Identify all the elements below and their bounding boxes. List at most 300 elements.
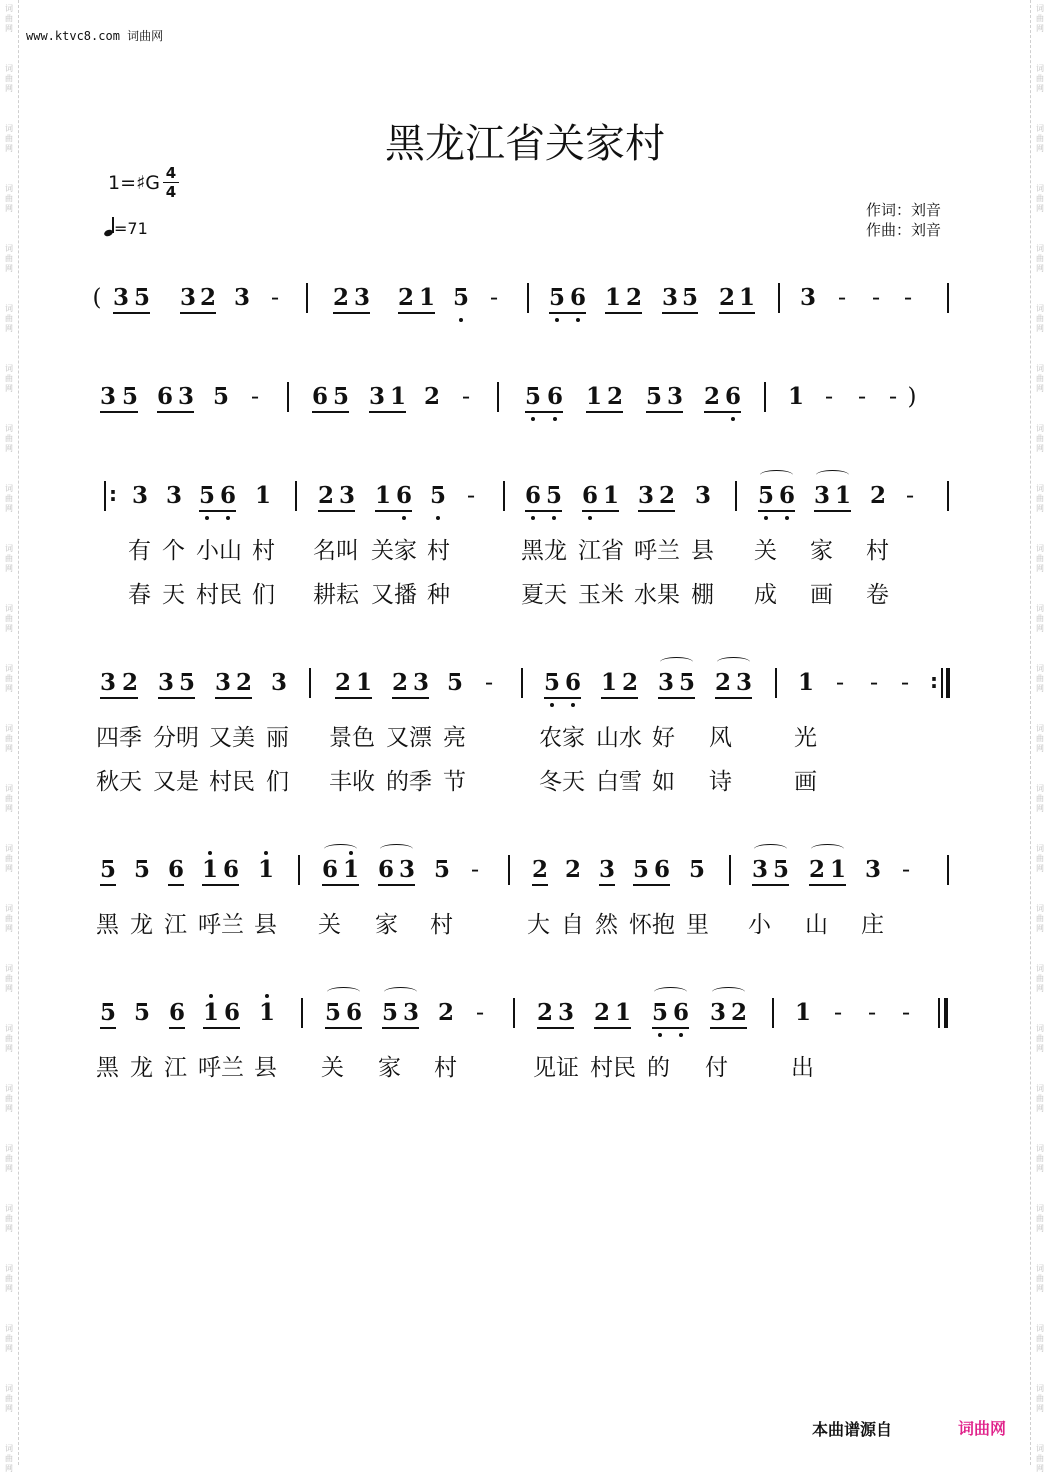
watermark-mark: 词曲网 bbox=[5, 604, 13, 633]
lyric-word: 有 bbox=[128, 538, 151, 564]
lyric-word: 又漂 bbox=[386, 725, 432, 751]
note: 6 bbox=[219, 482, 236, 509]
eighth-underline bbox=[100, 1027, 116, 1029]
slur bbox=[654, 987, 687, 997]
octave-dot-below bbox=[731, 417, 735, 421]
eighth-underline bbox=[392, 697, 429, 699]
note: 5 bbox=[212, 383, 229, 410]
note: 5 bbox=[133, 999, 150, 1026]
note: 5 bbox=[772, 856, 789, 883]
lyric-word: 呼兰 bbox=[198, 1055, 244, 1081]
eighth-underline bbox=[704, 411, 741, 413]
eighth-underline bbox=[719, 312, 755, 314]
barline bbox=[309, 668, 311, 698]
watermark-mark: 词曲网 bbox=[5, 1144, 13, 1173]
notation-line bbox=[0, 663, 1050, 703]
repeat-start: : bbox=[104, 481, 117, 511]
sustain-dash: - bbox=[461, 384, 471, 410]
note: 3 bbox=[368, 383, 385, 410]
sustain-dash: - bbox=[466, 483, 476, 509]
octave-dot-below bbox=[679, 1033, 683, 1037]
lyric-word: 的 bbox=[647, 1055, 670, 1081]
note: 6 bbox=[345, 999, 362, 1026]
sustain-dash: - bbox=[837, 285, 847, 311]
lyric-word: 见证 bbox=[533, 1055, 579, 1081]
lyric-line bbox=[0, 580, 1050, 610]
octave-dot-below bbox=[531, 516, 535, 520]
note: 5 bbox=[548, 284, 565, 311]
sustain-dash: - bbox=[901, 857, 911, 883]
lyric-word: 夏天 bbox=[521, 582, 567, 608]
note: 1 bbox=[389, 383, 406, 410]
note: 1 bbox=[797, 669, 814, 696]
lyric-line bbox=[0, 536, 1050, 566]
lyric-word: 黑 bbox=[96, 912, 119, 938]
watermark-mark: 词曲网 bbox=[5, 784, 13, 813]
note: 2 bbox=[332, 284, 349, 311]
note: 1 bbox=[600, 669, 617, 696]
note: 5 bbox=[99, 999, 116, 1026]
lyric-word: 自 bbox=[561, 912, 584, 938]
slur bbox=[712, 987, 745, 997]
tempo-marking bbox=[104, 216, 148, 238]
lyric-word: 卷 bbox=[866, 582, 889, 608]
lyric-word: 村民 bbox=[196, 582, 242, 608]
note: 6 bbox=[581, 482, 598, 509]
eighth-underline bbox=[549, 312, 586, 314]
eighth-underline bbox=[369, 411, 406, 413]
sustain-dash: - bbox=[475, 1000, 485, 1026]
lyric-word: 龙 bbox=[130, 1055, 153, 1081]
barline bbox=[287, 382, 289, 412]
lyric-word: 家 bbox=[810, 538, 833, 564]
slur bbox=[717, 657, 750, 667]
eighth-underline bbox=[532, 884, 548, 886]
barline bbox=[503, 481, 505, 511]
barline bbox=[527, 283, 529, 313]
note: 3 bbox=[233, 284, 250, 311]
note: 3 bbox=[179, 284, 196, 311]
sustain-dash: - bbox=[857, 384, 867, 410]
note: 2 bbox=[397, 284, 414, 311]
note: 3 bbox=[402, 999, 419, 1026]
watermark-mark: 词曲网 bbox=[1036, 904, 1044, 933]
note: 3 bbox=[412, 669, 429, 696]
lyric-word: 如 bbox=[652, 769, 675, 795]
sustain-dash: - bbox=[869, 670, 879, 696]
barline bbox=[735, 481, 737, 511]
lyric-word: 亮 bbox=[443, 725, 466, 751]
note: 5 bbox=[632, 856, 649, 883]
notation-line bbox=[0, 476, 1050, 516]
barline bbox=[764, 382, 766, 412]
note: 3 bbox=[99, 383, 116, 410]
eighth-underline bbox=[325, 1027, 362, 1029]
watermark-mark: 词曲网 bbox=[5, 904, 13, 933]
slur bbox=[754, 844, 787, 854]
lyric-word: 怀抱 bbox=[629, 912, 675, 938]
lyric-word: 又美 bbox=[209, 725, 255, 751]
sustain-dash: - bbox=[824, 384, 834, 410]
eighth-underline bbox=[378, 884, 415, 886]
lyric-word: 村民 bbox=[209, 769, 255, 795]
note: 3 bbox=[165, 482, 182, 509]
footer-site-link[interactable]: 词曲网 bbox=[958, 1419, 1007, 1438]
sustain-dash: - bbox=[835, 670, 845, 696]
note: 1 bbox=[738, 284, 755, 311]
watermark-mark: 词曲网 bbox=[1036, 544, 1044, 573]
barline bbox=[775, 668, 777, 698]
tempo-value: =71 bbox=[114, 219, 148, 238]
note: 5 bbox=[429, 482, 446, 509]
lyric-word: 村 bbox=[434, 1055, 457, 1081]
barline bbox=[508, 855, 510, 885]
note: 1 bbox=[602, 482, 619, 509]
octave-dot-below bbox=[555, 318, 559, 322]
lyric-line bbox=[0, 1053, 1050, 1083]
watermark-mark: 词曲网 bbox=[5, 184, 13, 213]
octave-dot-above bbox=[265, 994, 269, 998]
sustain-dash: - bbox=[900, 670, 910, 696]
note: 1 bbox=[374, 482, 391, 509]
note: 5 bbox=[133, 856, 150, 883]
octave-dot-above bbox=[208, 851, 212, 855]
lyric-word: 农家 bbox=[539, 725, 585, 751]
barline bbox=[497, 382, 499, 412]
note: 5 bbox=[757, 482, 774, 509]
octave-dot-below bbox=[436, 516, 440, 520]
lyric-word: 江省 bbox=[578, 538, 624, 564]
notation-line bbox=[0, 278, 1050, 318]
lyric-word: 春 bbox=[128, 582, 151, 608]
slur bbox=[324, 844, 357, 854]
watermark-mark: 词曲网 bbox=[5, 424, 13, 453]
lyric-word: 关家 bbox=[371, 538, 417, 564]
note: 3 bbox=[813, 482, 830, 509]
octave-dot-above bbox=[209, 994, 213, 998]
sustain-dash: - bbox=[905, 483, 915, 509]
note: 6 bbox=[321, 856, 338, 883]
watermark-mark: 词曲网 bbox=[5, 724, 13, 753]
note: 2 bbox=[730, 999, 747, 1026]
eighth-underline bbox=[202, 884, 239, 886]
eighth-underline bbox=[594, 1027, 631, 1029]
composer-credit: 作曲：刘音 bbox=[866, 221, 942, 239]
lyric-word: 小 bbox=[748, 912, 771, 938]
note: 3 bbox=[657, 669, 674, 696]
lyric-word: 们 bbox=[252, 582, 275, 608]
note: 1 bbox=[254, 482, 271, 509]
lyric-word: 县 bbox=[691, 538, 714, 564]
notation-line bbox=[0, 377, 1050, 417]
lyric-word: 四季 bbox=[96, 725, 142, 751]
note: 1 bbox=[829, 856, 846, 883]
eighth-underline bbox=[215, 697, 252, 699]
note: 5 bbox=[198, 482, 215, 509]
octave-dot-above bbox=[264, 851, 268, 855]
lyric-word: 风 bbox=[709, 725, 732, 751]
note: 3 bbox=[214, 669, 231, 696]
watermark-mark: 词曲网 bbox=[5, 364, 13, 393]
slur bbox=[380, 844, 413, 854]
sustain-dash: - bbox=[903, 285, 913, 311]
eighth-underline bbox=[715, 697, 752, 699]
note: 5 bbox=[452, 284, 469, 311]
note: 2 bbox=[625, 284, 642, 311]
note: 2 bbox=[531, 856, 548, 883]
watermark-mark: 词曲网 bbox=[5, 1444, 13, 1473]
lyric-word: 山水 bbox=[596, 725, 642, 751]
eighth-underline bbox=[814, 510, 851, 512]
watermark-mark: 词曲网 bbox=[1036, 1324, 1044, 1353]
eighth-underline bbox=[157, 411, 194, 413]
watermark-mark: 词曲网 bbox=[1036, 1084, 1044, 1113]
time-denominator: 4 bbox=[165, 183, 177, 201]
note: 3 bbox=[751, 856, 768, 883]
lyric-word: 黑 bbox=[96, 1055, 119, 1081]
eighth-underline bbox=[658, 697, 695, 699]
eighth-underline bbox=[525, 411, 563, 413]
watermark-mark: 词曲网 bbox=[1036, 1264, 1044, 1293]
note: 6 bbox=[724, 383, 741, 410]
eighth-underline bbox=[633, 884, 670, 886]
watermark-mark: 词曲网 bbox=[5, 544, 13, 573]
eighth-underline bbox=[158, 697, 195, 699]
octave-dot-below bbox=[205, 516, 209, 520]
note: 3 bbox=[338, 482, 355, 509]
note: 6 bbox=[222, 856, 239, 883]
eighth-underline bbox=[398, 312, 435, 314]
watermark-mark: 词曲网 bbox=[1036, 1444, 1044, 1473]
watermark-mark: 词曲网 bbox=[1036, 664, 1044, 693]
note: 6 bbox=[564, 669, 581, 696]
eighth-underline bbox=[169, 1027, 185, 1029]
note: 5 bbox=[178, 669, 195, 696]
notation-line bbox=[0, 850, 1050, 890]
note: 3 bbox=[799, 284, 816, 311]
watermark-mark: 词曲网 bbox=[5, 124, 13, 153]
watermark-mark: 词曲网 bbox=[1036, 4, 1044, 33]
note: 6 bbox=[223, 999, 240, 1026]
note: 5 bbox=[133, 284, 150, 311]
watermark-mark: 词曲网 bbox=[1036, 424, 1044, 453]
lyric-word: 耕耘 bbox=[313, 582, 359, 608]
note: 2 bbox=[334, 669, 351, 696]
note: 5 bbox=[381, 999, 398, 1026]
lyric-word: 棚 bbox=[691, 582, 714, 608]
watermark-mark: 词曲网 bbox=[1036, 64, 1044, 93]
note: 5 bbox=[99, 856, 116, 883]
parenthesis: ( bbox=[92, 285, 102, 311]
note: 5 bbox=[332, 383, 349, 410]
note: 3 bbox=[661, 284, 678, 311]
watermark-mark: 词曲网 bbox=[1036, 964, 1044, 993]
sustain-dash: - bbox=[867, 1000, 877, 1026]
note: 5 bbox=[524, 383, 541, 410]
lyric-word: 出 bbox=[791, 1055, 814, 1081]
octave-dot-below bbox=[531, 417, 535, 421]
lyric-word: 关 bbox=[321, 1055, 344, 1081]
lyric-word: 们 bbox=[266, 769, 289, 795]
lyric-word: 付 bbox=[705, 1055, 728, 1081]
note: 2 bbox=[317, 482, 334, 509]
lyric-word: 县 bbox=[254, 912, 277, 938]
note: 2 bbox=[235, 669, 252, 696]
note: 3 bbox=[598, 856, 615, 883]
note: 3 bbox=[157, 669, 174, 696]
lyric-word: 江 bbox=[164, 912, 187, 938]
lyric-word: 县 bbox=[254, 1055, 277, 1081]
note: 1 bbox=[355, 669, 372, 696]
note: 2 bbox=[658, 482, 675, 509]
barline bbox=[938, 998, 940, 1028]
watermark-mark: 词曲网 bbox=[5, 1324, 13, 1353]
eighth-underline bbox=[605, 312, 642, 314]
watermark-mark: 词曲网 bbox=[1036, 844, 1044, 873]
lyric-word: 家 bbox=[375, 912, 398, 938]
note: 6 bbox=[653, 856, 670, 883]
watermark-mark: 词曲网 bbox=[5, 304, 13, 333]
note: 2 bbox=[423, 383, 440, 410]
eighth-underline bbox=[100, 411, 138, 413]
eighth-underline bbox=[638, 510, 675, 512]
lyric-word: 大 bbox=[527, 912, 550, 938]
note: 3 bbox=[131, 482, 148, 509]
lyric-word: 呼兰 bbox=[634, 538, 680, 564]
lyric-word: 水果 bbox=[634, 582, 680, 608]
note: 2 bbox=[869, 482, 886, 509]
watermark-mark: 词曲网 bbox=[5, 484, 13, 513]
octave-dot-below bbox=[764, 516, 768, 520]
lyric-word: 村 bbox=[430, 912, 453, 938]
watermark-mark: 词曲网 bbox=[1036, 484, 1044, 513]
eighth-underline bbox=[113, 312, 150, 314]
final-barline bbox=[944, 998, 948, 1028]
note: 1 bbox=[201, 856, 218, 883]
watermark-mark: 词曲网 bbox=[1036, 304, 1044, 333]
notation-line bbox=[0, 993, 1050, 1033]
lyric-word: 白雪 bbox=[596, 769, 642, 795]
watermark-mark: 词曲网 bbox=[5, 4, 13, 33]
note: 5 bbox=[681, 284, 698, 311]
note: 6 bbox=[156, 383, 173, 410]
lyric-word: 然 bbox=[595, 912, 618, 938]
note: 5 bbox=[446, 669, 463, 696]
note: 6 bbox=[395, 482, 412, 509]
note: 3 bbox=[694, 482, 711, 509]
lyric-word: 秋天 bbox=[96, 769, 142, 795]
octave-dot-below bbox=[459, 318, 463, 322]
watermark-mark: 词曲网 bbox=[1036, 1384, 1044, 1413]
eighth-underline bbox=[752, 884, 789, 886]
lyric-word: 山 bbox=[805, 912, 828, 938]
barline bbox=[298, 855, 300, 885]
note: 6 bbox=[569, 284, 586, 311]
lyric-word: 诗 bbox=[709, 769, 732, 795]
eighth-underline bbox=[662, 312, 698, 314]
lyric-word: 关 bbox=[318, 912, 341, 938]
barline bbox=[513, 998, 515, 1028]
note: 1 bbox=[604, 284, 621, 311]
octave-dot-below bbox=[553, 417, 557, 421]
note: 1 bbox=[418, 284, 435, 311]
eighth-underline bbox=[809, 884, 846, 886]
lyric-word: 丽 bbox=[266, 725, 289, 751]
sustain-dash: - bbox=[888, 384, 898, 410]
note: 1 bbox=[257, 856, 274, 883]
watermark-mark: 词曲网 bbox=[5, 664, 13, 693]
watermark-mark: 词曲网 bbox=[1036, 244, 1044, 273]
octave-dot-below bbox=[550, 703, 554, 707]
octave-dot-below bbox=[226, 516, 230, 520]
lyric-word: 光 bbox=[794, 725, 817, 751]
barline bbox=[947, 283, 949, 313]
lyric-word: 庄 bbox=[861, 912, 884, 938]
watermark-mark: 词曲网 bbox=[5, 64, 13, 93]
barline bbox=[729, 855, 731, 885]
note: 3 bbox=[709, 999, 726, 1026]
lyric-word: 小山 bbox=[196, 538, 242, 564]
note: 3 bbox=[557, 999, 574, 1026]
note: 2 bbox=[437, 999, 454, 1026]
note: 6 bbox=[311, 383, 328, 410]
lyric-word: 名叫 bbox=[313, 538, 359, 564]
eighth-underline bbox=[100, 884, 116, 886]
note: 1 bbox=[787, 383, 804, 410]
eighth-underline bbox=[100, 697, 138, 699]
note: 6 bbox=[524, 482, 541, 509]
eighth-underline bbox=[710, 1027, 747, 1029]
slur bbox=[384, 987, 417, 997]
lyric-word: 成 bbox=[754, 582, 777, 608]
note: 6 bbox=[167, 856, 184, 883]
lyric-word: 黑龙 bbox=[521, 538, 567, 564]
slur bbox=[816, 470, 849, 480]
lyric-word: 分明 bbox=[153, 725, 199, 751]
note: 2 bbox=[808, 856, 825, 883]
sustain-dash: - bbox=[871, 285, 881, 311]
note: 2 bbox=[564, 856, 581, 883]
note: 2 bbox=[621, 669, 638, 696]
watermark-mark: 词曲网 bbox=[5, 964, 13, 993]
eighth-underline bbox=[168, 884, 184, 886]
eighth-underline bbox=[312, 411, 349, 413]
octave-dot-below bbox=[552, 516, 556, 520]
slur bbox=[811, 844, 844, 854]
eighth-underline bbox=[322, 884, 359, 886]
slur bbox=[660, 657, 693, 667]
lyric-word: 呼兰 bbox=[198, 912, 244, 938]
lyric-line bbox=[0, 723, 1050, 753]
octave-dot-below bbox=[402, 516, 406, 520]
note: 5 bbox=[433, 856, 450, 883]
eighth-underline bbox=[601, 697, 638, 699]
barline bbox=[306, 283, 308, 313]
watermark-mark: 词曲网 bbox=[1036, 784, 1044, 813]
quarter-note-icon bbox=[104, 216, 114, 238]
note: 1 bbox=[585, 383, 602, 410]
note: 3 bbox=[177, 383, 194, 410]
lyric-word: 玉米 bbox=[578, 582, 624, 608]
watermark-mark: 词曲网 bbox=[1036, 1144, 1044, 1173]
lyric-word: 村 bbox=[427, 538, 450, 564]
lyric-word: 画 bbox=[810, 582, 833, 608]
sustain-dash: - bbox=[470, 857, 480, 883]
eighth-underline bbox=[537, 1027, 574, 1029]
note: 2 bbox=[703, 383, 720, 410]
watermark-mark: 词曲网 bbox=[1036, 724, 1044, 753]
octave-dot-below bbox=[576, 318, 580, 322]
